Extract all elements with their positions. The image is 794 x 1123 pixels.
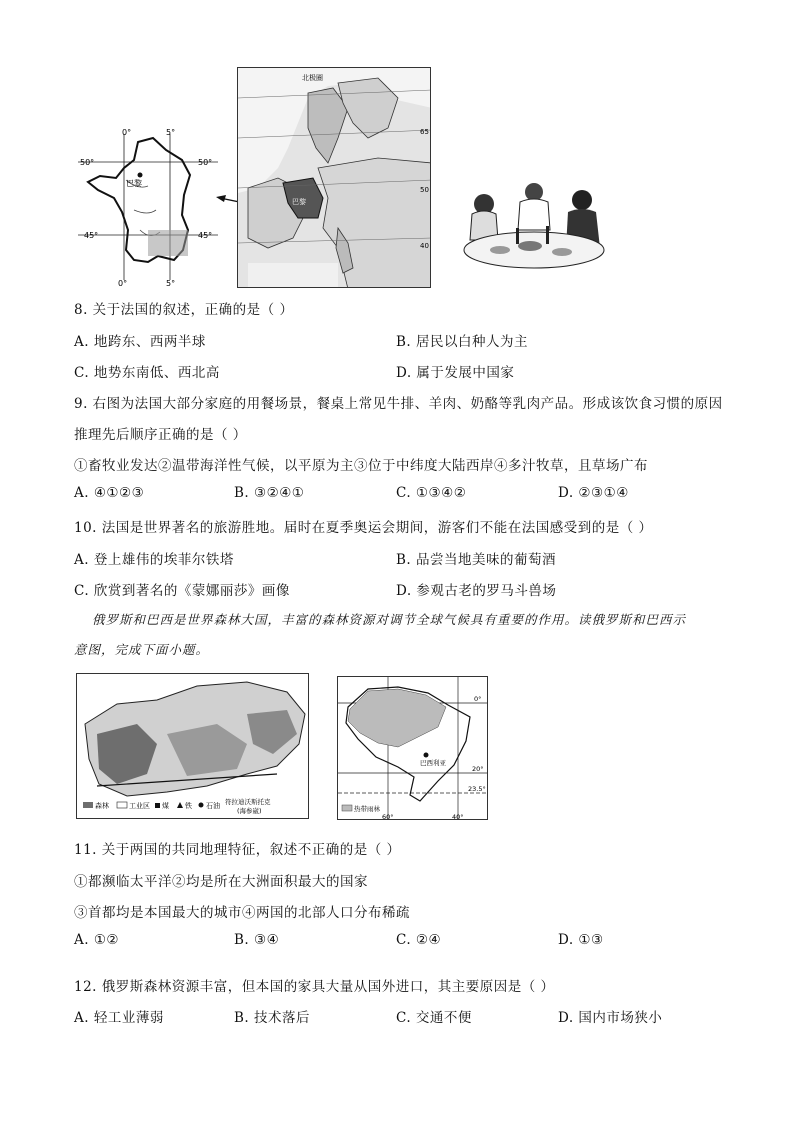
lat45-left-label: 45° bbox=[84, 231, 99, 240]
brasilia-label: 巴西利亚 bbox=[420, 759, 446, 767]
dining-scene-illustration bbox=[450, 178, 610, 278]
q8-option-d[interactable]: D. 属于发展中国家 bbox=[396, 365, 515, 381]
brazil-map bbox=[337, 676, 488, 820]
lon0-bottom-label: 0° bbox=[118, 279, 128, 288]
q9-option-d[interactable]: D. ②③①④ bbox=[558, 485, 629, 501]
q10-option-c[interactable]: C. 欣赏到著名的《蒙娜丽莎》画像 bbox=[74, 583, 290, 599]
legend-industry: 工业区 bbox=[129, 802, 150, 810]
brazil-lat0-label: 0° bbox=[474, 695, 482, 703]
q8-stem: 8. 关于法国的叙述，正确的是（ ） bbox=[74, 302, 294, 318]
q9-option-b[interactable]: B. ③②④① bbox=[234, 485, 305, 501]
legend-oil: 石油 bbox=[206, 802, 220, 810]
lat65-label: 65 bbox=[420, 128, 429, 136]
lat50-left-label: 50° bbox=[80, 158, 95, 167]
lat45-right-label: 45° bbox=[198, 231, 213, 240]
q10-option-a[interactable]: A. 登上雄伟的埃菲尔铁塔 bbox=[74, 552, 234, 568]
russia-map bbox=[76, 673, 309, 819]
lon0-label: 0° bbox=[122, 128, 132, 137]
q12-option-c[interactable]: C. 交通不便 bbox=[396, 1010, 472, 1026]
lat40-label: 40 bbox=[420, 242, 429, 250]
q8-option-a[interactable]: A. 地跨东、西两半球 bbox=[74, 334, 206, 350]
legend-rainforest: 热带雨林 bbox=[354, 805, 380, 813]
q9-items: ①畜牧业发达②温带海洋性气候，以平原为主③位于中纬度大陆西岸④多汁牧草，且草场广布 bbox=[74, 458, 648, 474]
q12-stem: 12. 俄罗斯森林资源丰富，但本国的家具大量从国外进口，其主要原因是（ ） bbox=[74, 979, 555, 995]
europe-paris-label: 巴黎 bbox=[292, 198, 306, 206]
france-outline-map bbox=[78, 120, 218, 290]
q8-option-b[interactable]: B. 居民以白种人为主 bbox=[396, 334, 529, 350]
brazil-lon40-label: 40° bbox=[452, 813, 464, 820]
q12-option-b[interactable]: B. 技术落后 bbox=[234, 1010, 311, 1026]
q9-option-a[interactable]: A. ④①②③ bbox=[74, 485, 145, 501]
q9-stem-line2: 推理先后顺序正确的是（ ） bbox=[74, 427, 247, 443]
legend-coal: 煤 bbox=[162, 802, 169, 810]
paris-dot bbox=[138, 173, 143, 178]
lon5-label: 5° bbox=[166, 128, 176, 137]
q9-option-c[interactable]: C. ①③④② bbox=[396, 485, 467, 501]
group-intro-line2: 意图，完成下面小题。 bbox=[74, 642, 210, 657]
brazil-lat20-label: 20° bbox=[472, 765, 484, 773]
q11-option-c[interactable]: C. ②④ bbox=[396, 932, 442, 948]
legend-iron: 铁 bbox=[185, 802, 192, 810]
q9-stem-line1: 9. 右图为法国大部分家庭的用餐场景，餐桌上常见牛排、羊肉、奶酪等乳肉产品。形成该饮食习惯的原因 bbox=[74, 396, 723, 412]
q11-option-b[interactable]: B. ③④ bbox=[234, 932, 280, 948]
q11-option-a[interactable]: A. ①② bbox=[74, 932, 120, 948]
lat50-label: 50 bbox=[420, 186, 429, 194]
q10-stem: 10. 法国是世界著名的旅游胜地。届时在夏季奥运会期间，游客们不能在法国感受到的是（ ） bbox=[74, 520, 653, 536]
q8-option-c[interactable]: C. 地势东南低、西北高 bbox=[74, 365, 220, 381]
brazil-lat235-label: 23.5° bbox=[468, 785, 486, 793]
arctic-circle-label: 北极圈 bbox=[302, 74, 323, 82]
lat50-right-label: 50° bbox=[198, 158, 213, 167]
q11-stem: 11. 关于两国的共同地理特征，叙述不正确的是（ ） bbox=[74, 842, 401, 858]
vladivostok-label: 符拉迪沃斯托克 bbox=[225, 798, 271, 806]
q10-option-d[interactable]: D. 参观古老的罗马斗兽场 bbox=[396, 583, 557, 599]
europe-map bbox=[237, 67, 431, 288]
vladivostok-sub-label: (海参崴) bbox=[237, 807, 262, 815]
paris-label: 巴黎 bbox=[126, 179, 142, 188]
q10-option-b[interactable]: B. 品尝当地美味的葡萄酒 bbox=[396, 552, 557, 568]
group-intro-line1: 俄罗斯和巴西是世界森林大国，丰富的森林资源对调节全球气候具有重要的作用。读俄罗斯和巴西示 bbox=[92, 612, 687, 627]
legend-forest: 森林 bbox=[95, 802, 109, 810]
q11-items-line1: ①都濒临太平洋②均是所在大洲面积最大的国家 bbox=[74, 874, 368, 890]
q11-option-d[interactable]: D. ①③ bbox=[558, 932, 604, 948]
brazil-lon60-label: 60° bbox=[382, 813, 394, 820]
lon5-bottom-label: 5° bbox=[166, 279, 176, 288]
q11-items-line2: ③首都均是本国最大的城市④两国的北部人口分布稀疏 bbox=[74, 905, 410, 921]
q12-option-a[interactable]: A. 轻工业薄弱 bbox=[74, 1010, 164, 1026]
q12-option-d[interactable]: D. 国内市场狭小 bbox=[558, 1010, 663, 1026]
